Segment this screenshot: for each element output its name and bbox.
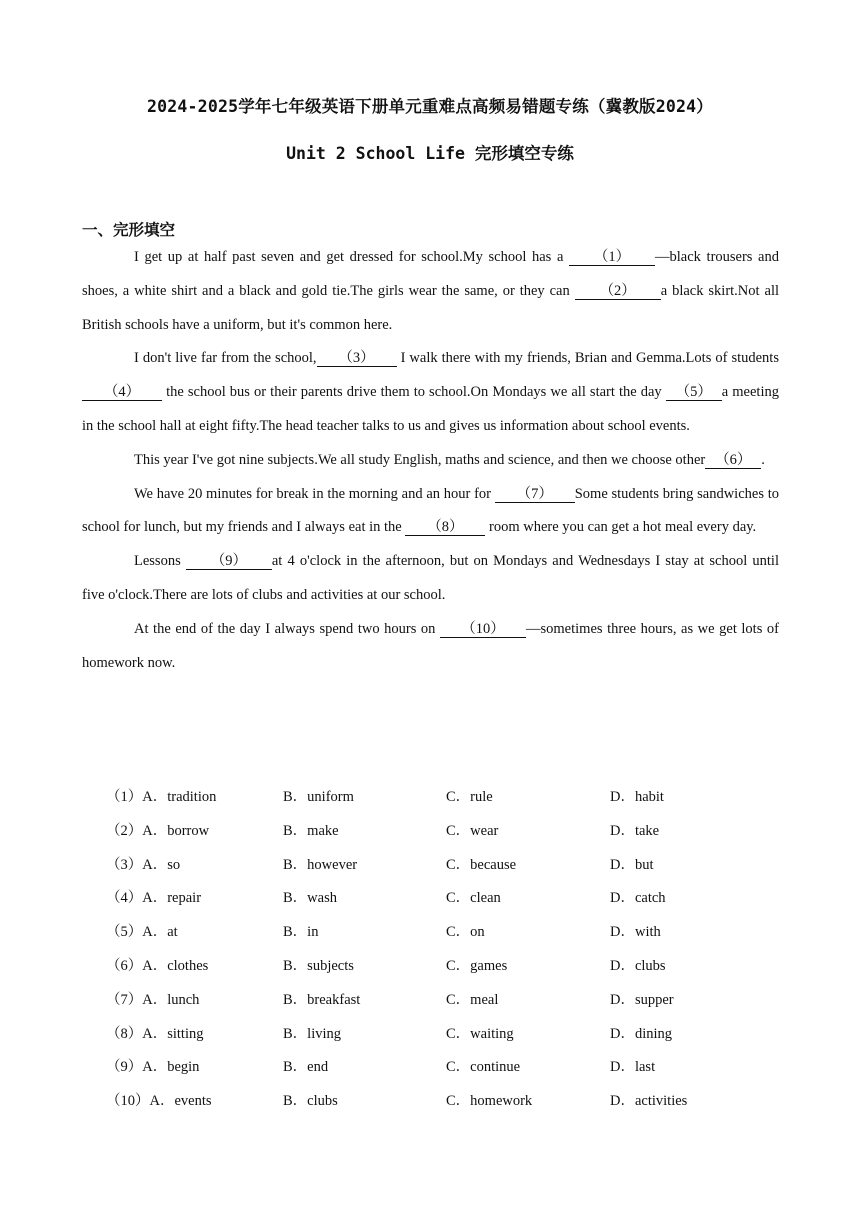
- passage-text: room where you can get a hot meal every day.: [485, 519, 757, 536]
- blank-7: （7）: [495, 486, 575, 503]
- option-c: [446, 1085, 532, 1119]
- passage-text: This year I've got nine subjects.We all study English, maths and science, and then we choose other: [134, 451, 706, 468]
- option-a-text: A．tradition: [142, 789, 217, 805]
- option-b-text: B．breakfast: [283, 991, 361, 1008]
- option-a-text: A．clothes: [142, 957, 209, 974]
- question-number: （2）: [106, 822, 143, 839]
- document-title: 2024-2025学年七年级英语下册单元重难点高频易错题专练（冀教版2024）: [147, 97, 713, 116]
- paragraph-4: [82, 478, 779, 546]
- option-a: [106, 984, 199, 1018]
- question-number: （7）: [106, 991, 143, 1008]
- passage-text: Some students bring sandwiches to school for lunch, but my friends and I always eat in the: [82, 485, 779, 536]
- option-a-text: A．events: [149, 1093, 212, 1110]
- blank-2: （2）: [575, 283, 661, 300]
- option-b: [283, 984, 360, 1018]
- option-b: [283, 1085, 338, 1119]
- option-b-text: B．make: [283, 822, 339, 839]
- passage-text: I walk there with my friends, Brian and Gemma.Lots of students: [396, 350, 779, 367]
- paragraph-2: [82, 342, 779, 443]
- option-c-text: C．wear: [446, 822, 499, 839]
- option-c-text: C．homework: [446, 1093, 533, 1110]
- question-number: （5）: [106, 924, 143, 941]
- option-a-text: A．sitting: [142, 1025, 204, 1042]
- cloze-passage: [82, 241, 779, 680]
- option-b: [283, 882, 337, 916]
- option-d-text: D．catch: [610, 890, 666, 907]
- option-a: [106, 916, 178, 950]
- option-a: [106, 849, 180, 883]
- option-b: [283, 1018, 341, 1052]
- question-number: （4）: [106, 890, 143, 907]
- blank-9: （9）: [186, 553, 272, 570]
- option-d-text: D．but: [610, 856, 654, 873]
- option-b-text: B．uniform: [283, 789, 354, 805]
- document-subtitle: Unit 2 School Life 完形填空专练: [286, 144, 574, 163]
- option-d: [610, 815, 659, 849]
- option-b: [283, 1051, 328, 1085]
- option-d: [610, 849, 654, 883]
- option-c: [446, 916, 485, 950]
- option-b-text: B．clubs: [283, 1093, 338, 1110]
- option-a: [106, 1051, 199, 1085]
- passage-text: —sometimes three hours, as we get lots of homework now.: [82, 620, 779, 671]
- paragraph-5: [82, 545, 779, 613]
- option-a: [106, 1018, 203, 1052]
- question-number: （3）: [106, 856, 143, 873]
- option-c: [446, 815, 498, 849]
- passage-text: Lessons: [134, 553, 186, 570]
- passage-text: I get up at half past seven and get dressed for school.My school has a: [134, 249, 570, 265]
- option-b-text: B．subjects: [283, 957, 354, 974]
- option-c: [446, 1051, 520, 1085]
- option-a: [106, 781, 216, 815]
- option-d-text: D．take: [610, 822, 660, 839]
- option-c: [446, 781, 493, 815]
- option-d: [610, 1051, 655, 1085]
- option-d-text: D．habit: [610, 789, 664, 805]
- passage-text: the school bus or their parents drive them to school.On Mondays we all start the day: [162, 384, 666, 401]
- passage-text: We have 20 minutes for break in the morning and an hour for: [134, 485, 495, 502]
- paragraph-6: [82, 613, 779, 681]
- option-b: [283, 815, 339, 849]
- option-a: [106, 950, 208, 984]
- option-c: [446, 849, 516, 883]
- option-d: [610, 916, 661, 950]
- option-c-text: C．games: [446, 957, 508, 974]
- option-d: [610, 984, 674, 1018]
- question-number: （9）: [106, 1059, 143, 1076]
- passage-text: —black trousers and shoes, a white shirt and a black and gold tie.The girls wear the same, or they can: [82, 249, 779, 299]
- paragraph-3: [82, 444, 779, 478]
- option-b: [283, 781, 354, 815]
- option-c: [446, 950, 507, 984]
- option-d-text: D．activities: [610, 1093, 688, 1110]
- passage-text: .: [761, 451, 765, 468]
- blank-4: （4）: [82, 384, 162, 401]
- passage-text: a meeting in the school hall at eight fifty.The head teacher talks to us and gives us information about school events.: [82, 384, 779, 434]
- option-a-text: A．at: [142, 924, 178, 941]
- option-b-text: B．wash: [283, 890, 337, 907]
- option-b: [283, 849, 357, 883]
- blank-6: （6）: [705, 452, 761, 469]
- option-d: [610, 1018, 672, 1052]
- option-c: [446, 984, 498, 1018]
- option-c-text: C．on: [446, 924, 485, 941]
- section-heading: 一、完形填空: [82, 221, 176, 239]
- option-d: [610, 882, 666, 916]
- option-c-text: C．meal: [446, 991, 499, 1008]
- option-c-text: C．rule: [446, 789, 493, 805]
- blank-8: （8）: [405, 519, 485, 536]
- blank-10: （10）: [440, 621, 526, 638]
- option-a: [106, 882, 201, 916]
- option-a-text: A．begin: [142, 1059, 200, 1076]
- option-a: [106, 1085, 212, 1119]
- option-a: [106, 815, 209, 849]
- question-number: （1）: [106, 789, 143, 805]
- blank-1: （1）: [569, 249, 655, 266]
- option-d: [610, 950, 666, 984]
- option-b: [283, 950, 354, 984]
- option-a-text: A．so: [142, 856, 181, 873]
- option-d-text: D．with: [610, 924, 661, 941]
- question-number: （6）: [106, 957, 143, 974]
- option-d-text: D．last: [610, 1059, 656, 1076]
- blank-3: （3）: [317, 350, 397, 367]
- passage-text: At the end of the day I always spend two hours on: [134, 620, 440, 637]
- option-b-text: B．in: [283, 924, 319, 941]
- option-c: [446, 882, 501, 916]
- option-b-text: B．however: [283, 856, 358, 873]
- option-d-text: D．supper: [610, 991, 674, 1008]
- paragraph-1: [82, 241, 779, 342]
- option-b-text: B．end: [283, 1059, 329, 1076]
- option-d: [610, 781, 664, 815]
- option-c-text: C．continue: [446, 1059, 521, 1076]
- option-c-text: C．clean: [446, 890, 501, 907]
- blank-5: （5）: [666, 384, 722, 401]
- option-a-text: A．repair: [142, 890, 202, 907]
- passage-text: at 4 o'clock in the afternoon, but on Mondays and Wednesdays I stay at school until five o'clock.There are lots of clubs and activities at our school.: [82, 553, 779, 603]
- option-c-text: C．waiting: [446, 1025, 514, 1042]
- option-a-text: A．borrow: [142, 822, 210, 839]
- passage-text: I don't live far from the school,: [134, 350, 317, 367]
- option-d-text: D．clubs: [610, 957, 666, 974]
- question-number: （10）: [106, 1093, 150, 1110]
- option-c: [446, 1018, 514, 1052]
- question-number: （8）: [106, 1025, 143, 1042]
- option-a-text: A．lunch: [142, 991, 200, 1008]
- option-d: [610, 1085, 687, 1119]
- passage-text: a black skirt.Not all British schools have a uniform, but it's common here.: [82, 282, 779, 333]
- option-b-text: B．living: [283, 1025, 342, 1042]
- option-b: [283, 916, 318, 950]
- option-d-text: D．dining: [610, 1025, 673, 1042]
- option-c-text: C．because: [446, 856, 517, 873]
